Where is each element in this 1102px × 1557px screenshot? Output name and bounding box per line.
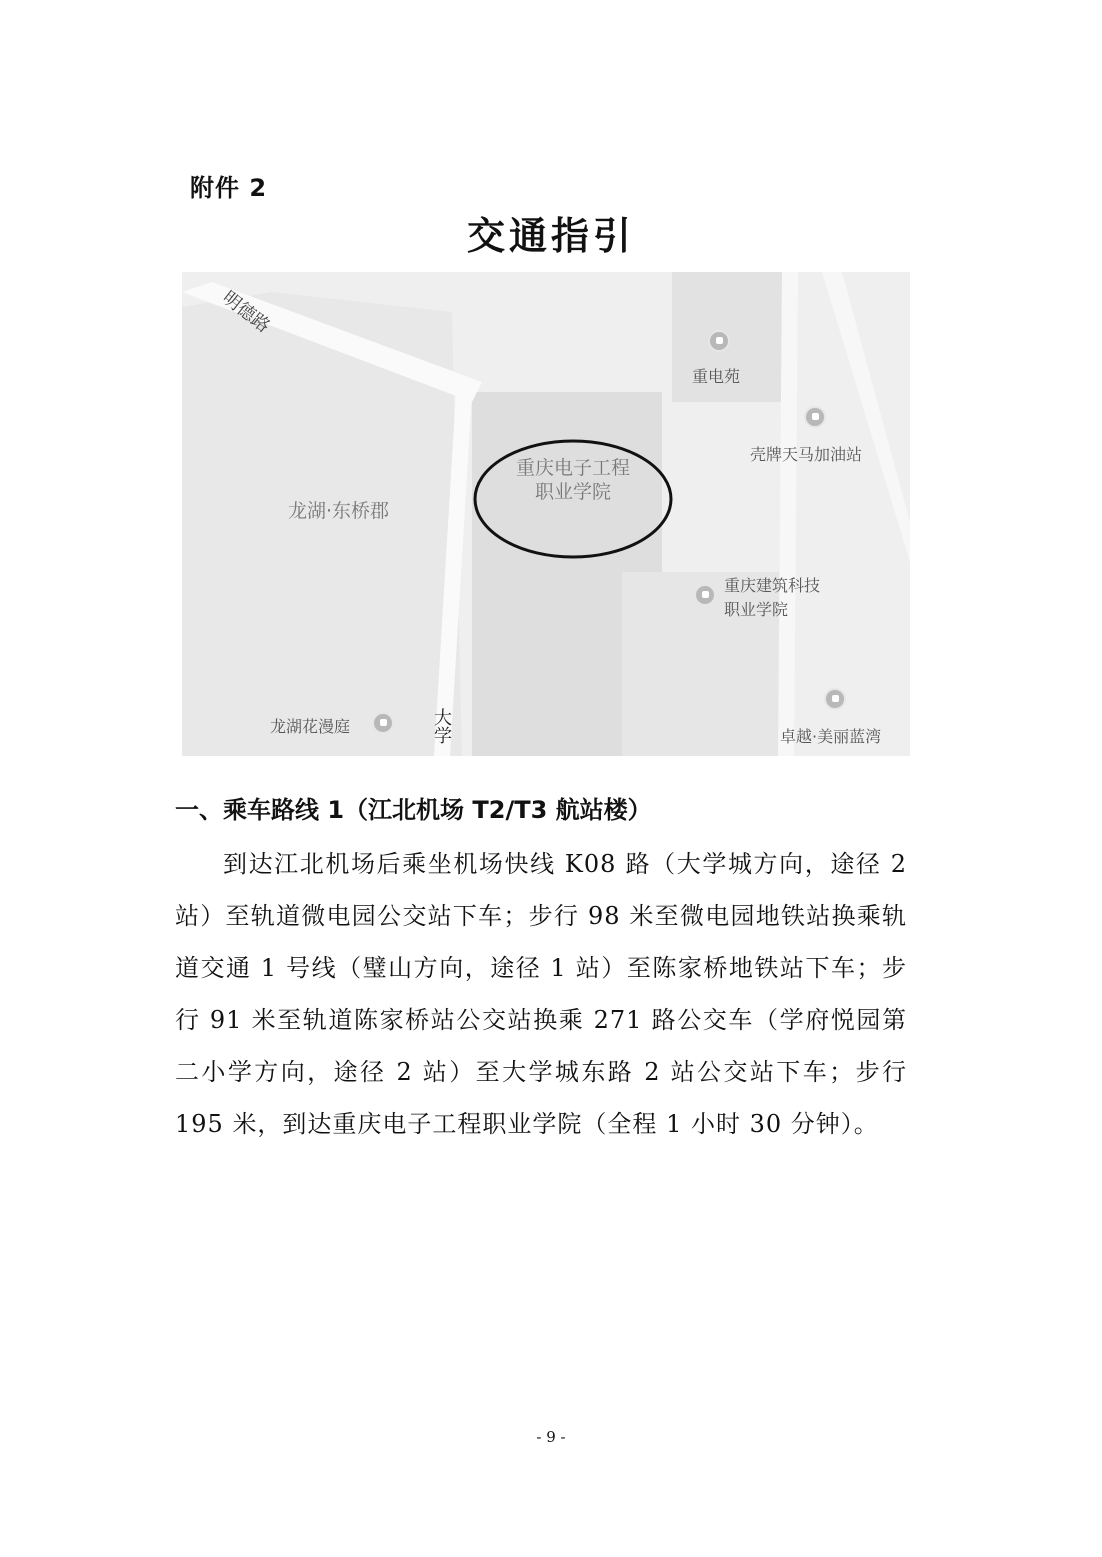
campus-map <box>182 272 910 756</box>
jianzhu-name-line2: 职业学院 <box>724 600 789 619</box>
jianzhu-name-line1: 重庆建筑科技 <box>724 576 821 595</box>
map-label-shell-station: 壳牌天马加油站 <box>750 445 863 464</box>
map-label-zhuoyue: 卓越·美丽蓝湾 <box>780 727 882 746</box>
map-label-longhu-huamanting: 龙湖花漫庭 <box>270 717 351 736</box>
page-number: - 9 - <box>536 1428 566 1446</box>
map-label-jianzhu <box>724 574 820 622</box>
attachment-label: 附件 2 <box>190 174 268 202</box>
campus-name-line1: 重庆电子工程 <box>515 457 630 479</box>
residence-pin-icon <box>824 688 846 710</box>
map-label-campus <box>500 456 646 504</box>
map-label-daxue-road: 大学 <box>431 708 452 744</box>
map-label-mingde-road: 明德路 <box>218 287 274 338</box>
school-pin-icon <box>694 584 716 606</box>
route1-heading: 一、乘车路线 1（江北机场 T2/T3 航站楼） <box>175 796 652 824</box>
route1-body: 到达江北机场后乘坐机场快线 K08 路（大学城方向，途径 2 站）至轨道微电园公交站下车；步行 98 米至微电园地铁站换乘轨道交通 1 号线（璧山方向，途径 1 站）至陈家桥地铁站下车；步行 91 米至轨道陈家桥站公交站换乘 271 路公交车（学府悦园第二小学方向，途径 2 站）至大学城东路 2 站公交站下车；步行 195 米，到达重庆电子工程职业学院（全程 1 小时 30 分钟）。 <box>175 850 907 1138</box>
map-label-zhongdianyuan: 重电苑 <box>692 367 741 386</box>
page-title: 交通指引 <box>466 214 635 258</box>
residence-pin-icon <box>372 712 394 734</box>
map-label-longhu-dongqiaojun: 龙湖·东桥郡 <box>288 500 390 522</box>
residence-pin-icon <box>708 330 730 352</box>
campus-name-line2: 职业学院 <box>534 481 611 503</box>
gas-station-pin-icon <box>804 406 826 428</box>
